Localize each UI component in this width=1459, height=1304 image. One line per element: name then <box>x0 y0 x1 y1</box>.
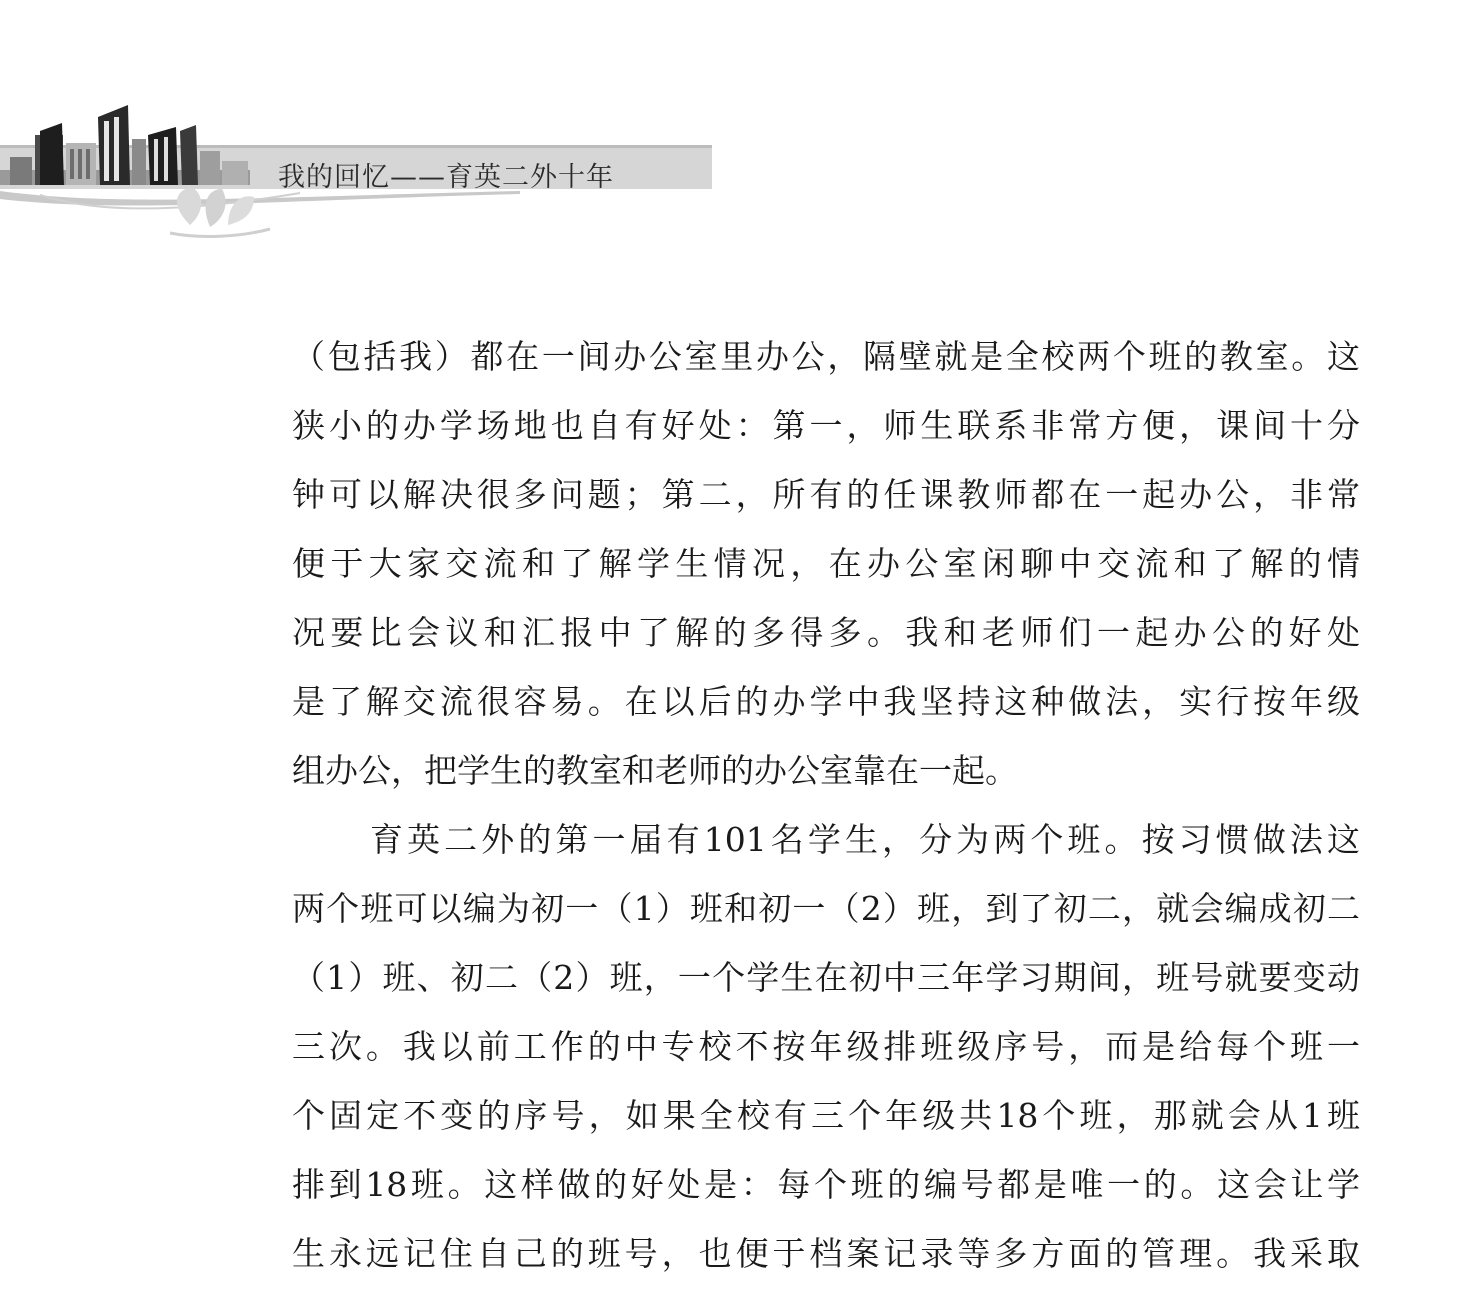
paragraph-first-line: 育英二外的第一届有101名学生，分为两个班。按习惯做法这 <box>370 820 1360 859</box>
text-line: 组办公，把学生的教室和老师的办公室靠在一起。 <box>292 751 1018 790</box>
text-line: 两个班可以编为初一（1）班和初一（2）班，到了初二，就会编成初二 <box>292 889 1360 928</box>
text-line: （1）班、初二（2）班，一个学生在初中三年学习期间，班号就要变动 <box>292 958 1360 997</box>
text-line: 钟可以解决很多问题；第二，所有的任课教师都在一起办公，非常 <box>292 475 1360 514</box>
text-line: 生永远记住自己的班号，也便于档案记录等多方面的管理。我采取 <box>292 1234 1360 1273</box>
running-title: 我的回忆——育英二外十年 <box>278 162 614 193</box>
leaf-ornament-icon <box>170 187 270 236</box>
text-line: 排到18班。这样做的好处是：每个班的编号都是唯一的。这会让学 <box>292 1165 1360 1204</box>
text-line: 是了解交流很容易。在以后的办学中我坚持这种做法，实行按年级 <box>292 682 1360 721</box>
page-header <box>0 95 720 240</box>
text-line: 三次。我以前工作的中专校不按年级排班级序号，而是给每个班一 <box>292 1027 1360 1066</box>
body-text <box>292 322 1360 1288</box>
text-line: 况要比会议和汇报中了解的多得多。我和老师们一起办公的好处 <box>292 613 1360 652</box>
text-line: 狭小的办学场地也自有好处：第一，师生联系非常方便，课间十分 <box>292 406 1360 445</box>
text-line: 便于大家交流和了解学生情况，在办公室闲聊中交流和了解的情 <box>292 544 1360 583</box>
text-line: 个固定不变的序号，如果全校有三个年级共18个班，那就会从1班 <box>292 1096 1360 1135</box>
text-line: （包括我）都在一间办公室里办公，隔壁就是全校两个班的教室。这 <box>292 337 1360 376</box>
